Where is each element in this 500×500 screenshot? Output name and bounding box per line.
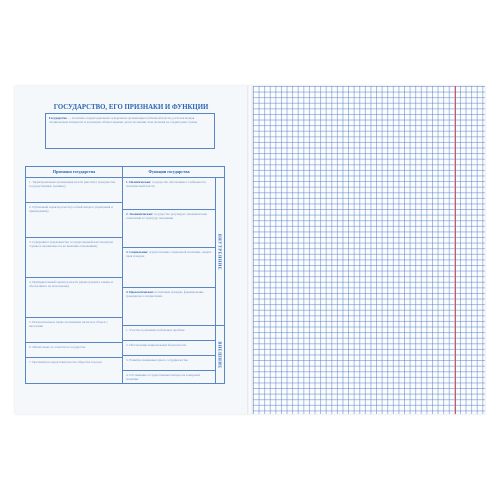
feature-item: 7. Претензия на представительство общества в целом (29, 360, 102, 364)
function-item-internal (126, 212, 212, 238)
side-label-internal (215, 177, 225, 326)
function-item-internal (126, 180, 212, 206)
function-text: государство регулирует экономические отношения и структуру экономики (126, 212, 207, 221)
feature-item: 2. Публичный характер власти (особый аппарат управления и принуждения) (29, 205, 113, 214)
feature-item: 6. Обязательность членства в государстве (29, 345, 86, 349)
margin-line (455, 86, 456, 414)
row-divider (26, 342, 122, 343)
function-name: 4. Идеологическая: (126, 290, 154, 294)
row-divider (123, 209, 215, 210)
open-notebook (15, 86, 485, 414)
header-divider (26, 177, 224, 178)
row-divider (123, 340, 215, 341)
side-label-external-text: ВНЕШНИЕ (217, 340, 223, 369)
row-divider (123, 287, 215, 288)
definition-term: Государство (49, 116, 67, 120)
function-text: осуществление социальной политики, защита прав граждан (126, 250, 212, 259)
feature-item: 1. Территориальная организация власти (институт гражданства, государственные границы) (29, 180, 116, 189)
feature-item: 5. Исключительное право на взимание налогов и сборов с населения (29, 320, 108, 329)
side-label-external (215, 325, 225, 384)
function-item-external: 4. Отстаивание государственных интересов в мировой политике (126, 373, 200, 382)
row-divider (123, 247, 215, 248)
function-item-internal (126, 250, 212, 276)
function-item-external: 3. Развитие взаимовыгодного сотрудничества (126, 358, 188, 362)
row-divider (26, 357, 122, 358)
function-item-external: 1. Участие в решении глобальных проблем (126, 328, 185, 332)
graph-paper-page (253, 86, 485, 414)
row-divider (26, 202, 122, 203)
column-divider (122, 167, 123, 383)
row-divider (123, 370, 215, 371)
function-text: воспитание граждан, формирование гражданского патриотизма (126, 290, 204, 299)
function-name: 2. Экономическая: (126, 212, 153, 216)
function-name: 3. Социальная: (126, 250, 149, 254)
header-features: Признаки государства (52, 169, 96, 174)
feature-item: 3. Суверенитет (верховенство государственной власти внутри страны и независимость во внешних отношениях) (29, 240, 113, 249)
page-title: ГОСУДАРСТВО, ЕГО ПРИЗНАКИ И ФУНКЦИИ (53, 104, 209, 111)
row-divider (26, 317, 122, 318)
row-divider (26, 237, 122, 238)
function-name: 1. Политическая: (126, 180, 152, 184)
section-divider (123, 325, 225, 326)
left-page (15, 86, 247, 414)
function-item-external: 2. Обеспечение национальной безопасности (126, 343, 187, 347)
function-item-internal (126, 290, 212, 320)
definition-text: — политико-территориальная суверенная организация публичной власти, располагающая специальным аппаратом и делающая обязательными для исполнения свои веления на территории страны (49, 116, 198, 125)
function-text: государство обеспечивает стабильность политической власти (126, 180, 207, 189)
features-functions-table (25, 166, 225, 384)
side-label-internal-text: ВНУТРЕННИЕ (217, 233, 223, 270)
header-functions: Функции государства (148, 169, 190, 174)
definition-box (45, 113, 215, 149)
row-divider (123, 355, 215, 356)
feature-item: 4. Принудительный характер власти (право издавать законы и обеспечивать их исполнение) (29, 280, 113, 289)
row-divider (26, 277, 122, 278)
